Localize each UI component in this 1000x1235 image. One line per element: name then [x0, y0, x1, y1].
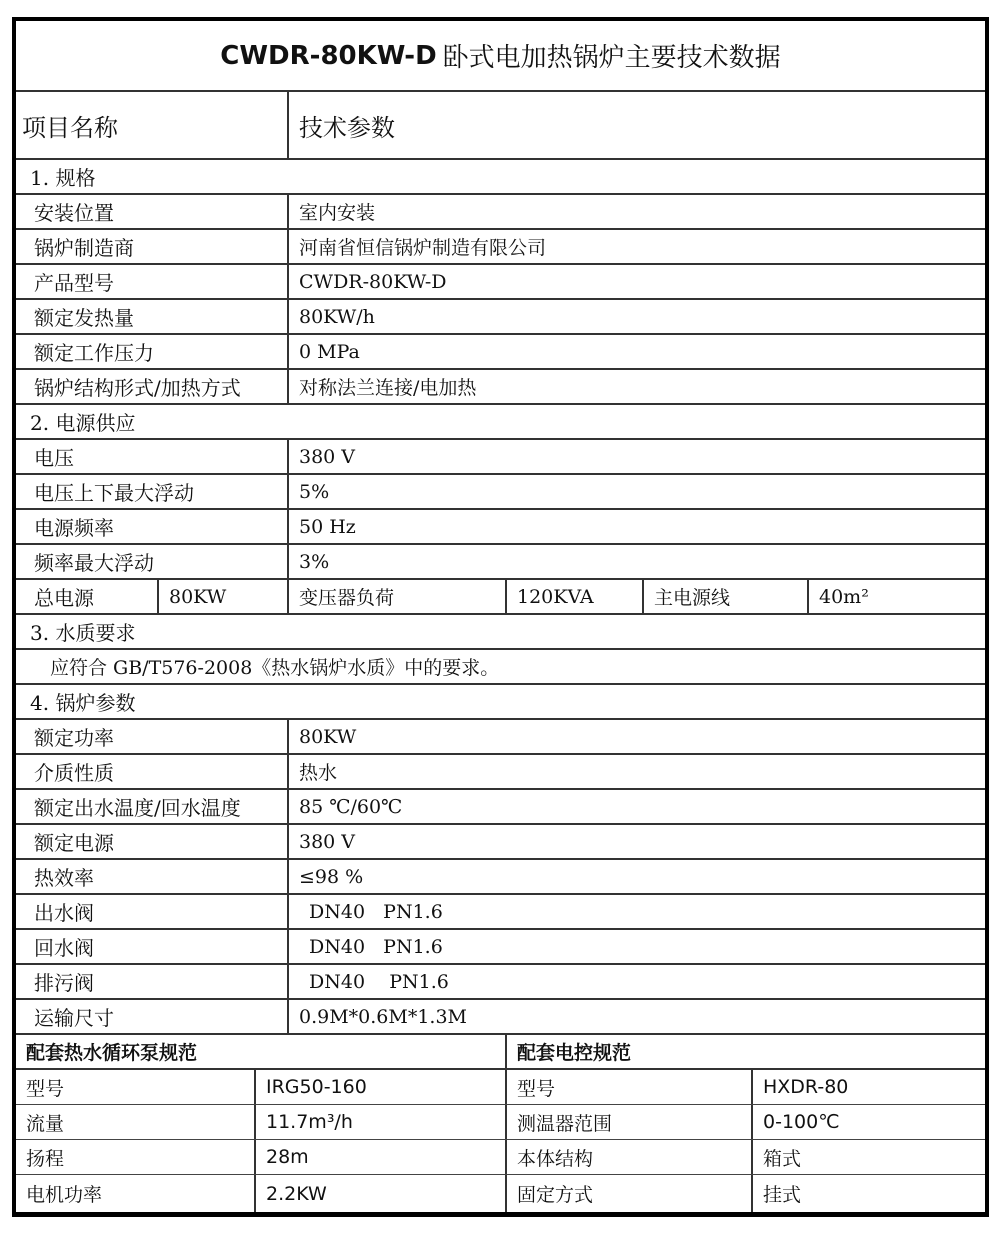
row-label: 排污阀: [16, 965, 289, 998]
table-row: [16, 755, 985, 790]
table-row: [16, 475, 985, 510]
row-label: 额定电源: [16, 825, 289, 858]
pump-label: 扬程: [16, 1140, 256, 1174]
pump-label: 型号: [16, 1070, 256, 1104]
table-row: [16, 720, 985, 755]
pump-spec-title: 配套热水循环泵规范: [16, 1035, 507, 1068]
row-value: 85 ℃/60℃: [299, 795, 403, 818]
pump-value: 28m: [256, 1140, 507, 1174]
table-row: [16, 930, 985, 965]
row-value: 380 V: [299, 830, 356, 853]
row-label: 热效率: [16, 860, 289, 893]
total-power-label: 总电源: [16, 580, 159, 613]
ctrl-label: 测温器范围: [507, 1105, 753, 1139]
row-label: 锅炉结构形式/加热方式: [16, 370, 289, 403]
table-row: [16, 335, 985, 370]
row-value: CWDR-80KW-D: [299, 270, 447, 293]
table-row: [16, 860, 985, 895]
row-value: 80KW: [299, 725, 357, 748]
row-value: 3%: [299, 550, 330, 573]
row-label: 出水阀: [16, 895, 289, 928]
section-power-title: [16, 405, 985, 440]
table-row: [16, 545, 985, 580]
table-row: [16, 510, 985, 545]
row-value: ≤98 %: [299, 865, 364, 888]
section-title: 2. 电源供应: [30, 411, 136, 435]
section-spec-title: [16, 160, 985, 195]
pump-label: 流量: [16, 1105, 256, 1139]
accessories-row: [16, 1105, 985, 1140]
table-row: [16, 300, 985, 335]
ctrl-value: 挂式: [763, 1184, 802, 1206]
table-row: [16, 965, 985, 1000]
ctrl-value: 箱式: [763, 1147, 802, 1170]
row-label: 额定发热量: [16, 300, 289, 333]
row-value: 室内安装: [299, 202, 376, 224]
section-water-title: [16, 615, 985, 650]
accessories-row: [16, 1140, 985, 1175]
ctrl-value: HXDR-80: [763, 1076, 849, 1098]
row-value: 0 MPa: [299, 340, 360, 363]
row-value: DN40 PN1.6: [309, 970, 449, 993]
table-row: [16, 895, 985, 930]
row-value: DN40 PN1.6: [309, 900, 443, 923]
accessories-row: [16, 1070, 985, 1105]
title-model: CWDR-80KW-D: [220, 40, 437, 71]
row-value: 50 Hz: [299, 515, 356, 538]
row-label: 电源频率: [16, 510, 289, 543]
row-value: 河南省恒信锅炉制造有限公司: [299, 237, 547, 259]
table-row: [16, 370, 985, 405]
accessories-row: [16, 1175, 985, 1212]
control-spec-title: 配套电控规范: [517, 1042, 632, 1064]
row-value: 5%: [299, 480, 330, 503]
header-row: [16, 92, 985, 160]
row-value: 对称法兰连接/电加热: [299, 377, 477, 399]
table-row: [16, 440, 985, 475]
row-label: 产品型号: [16, 265, 289, 298]
row-value: 热水: [299, 762, 338, 784]
row-label: 额定功率: [16, 720, 289, 753]
ctrl-label: 型号: [507, 1070, 753, 1104]
table-row: [16, 195, 985, 230]
spec-table: [12, 17, 989, 1217]
row-label: 回水阀: [16, 930, 289, 963]
header-tech-params: 技术参数: [299, 113, 395, 142]
header-item-name: 项目名称: [16, 92, 289, 158]
ctrl-label: 固定方式: [507, 1175, 753, 1212]
section-title: 4. 锅炉参数: [30, 691, 136, 715]
table-row: [16, 230, 985, 265]
row-label: 安装位置: [16, 195, 289, 228]
table-row: [16, 265, 985, 300]
title-row: [16, 21, 985, 92]
row-value: 0.9M*0.6M*1.3M: [299, 1005, 468, 1028]
pump-value: 11.7m³/h: [256, 1105, 507, 1139]
pump-value: IRG50-160: [256, 1070, 507, 1104]
water-quality-note: 应符合 GB/T576-2008《热水锅炉水质》中的要求。: [50, 657, 500, 679]
transformer-value: 120KVA: [507, 580, 644, 613]
row-label: 介质性质: [16, 755, 289, 788]
row-label: 运输尺寸: [16, 1000, 289, 1033]
section-title: 3. 水质要求: [30, 621, 136, 645]
table-row: [16, 825, 985, 860]
row-label: 频率最大浮动: [16, 545, 289, 578]
row-label: 额定出水温度/回水温度: [16, 790, 289, 823]
page-title: [16, 21, 985, 90]
table-row: [16, 1000, 985, 1035]
total-power-row: [16, 580, 985, 615]
section-boiler-title: [16, 685, 985, 720]
mainline-value: 40m²: [819, 585, 869, 608]
transformer-label: 变压器负荷: [289, 580, 507, 613]
row-value: 80KW/h: [299, 305, 375, 328]
water-note-row: [16, 650, 985, 685]
row-label: 电压上下最大浮动: [16, 475, 289, 508]
total-power-value: 80KW: [159, 580, 289, 613]
ctrl-label: 本体结构: [507, 1140, 753, 1174]
mainline-label: 主电源线: [644, 580, 809, 613]
row-label: 额定工作压力: [16, 335, 289, 368]
accessories-header-row: [16, 1035, 985, 1070]
section-title: 1. 规格: [30, 166, 96, 190]
row-label: 锅炉制造商: [16, 230, 289, 263]
pump-value: 2.2KW: [256, 1175, 507, 1212]
title-text: 卧式电加热锅炉主要技术数据: [442, 43, 781, 73]
ctrl-value: 0-100℃: [763, 1111, 840, 1133]
pump-label: 电机功率: [16, 1175, 256, 1212]
row-label: 电压: [16, 440, 289, 473]
row-value: 380 V: [299, 445, 356, 468]
row-value: DN40 PN1.6: [309, 935, 443, 958]
table-row: [16, 790, 985, 825]
